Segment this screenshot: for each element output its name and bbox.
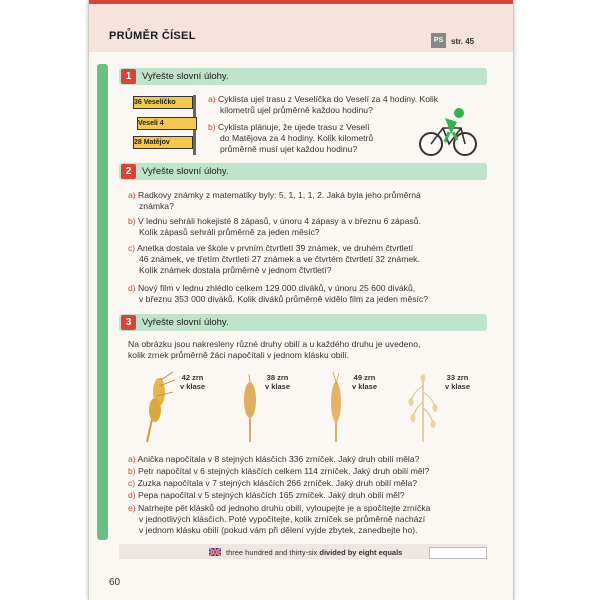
- sign-veselicko: 36 Veselíčko: [133, 96, 193, 109]
- problem-2c-line-2: 46 známek, ve třetím čtvrtletí 27 známek a ve čtvrtém čtvrtletí 32 známek.: [139, 254, 420, 264]
- sign-matejov: 28 Matějov: [133, 136, 193, 149]
- problem-1a-line-2: kilometrů ujel průměrně každou hodinu?: [220, 105, 373, 115]
- problem-2a-line-2: známka?: [139, 201, 174, 211]
- section-3-number: 3: [121, 315, 136, 330]
- grain-1-label: 42 zrn v klase: [180, 373, 206, 391]
- problem-3e-line-3: v jednom klásku obilí (pokud vám při dělení vyjde zbytek, zanedbejte ho).: [139, 525, 418, 535]
- section-3-heading: [119, 314, 487, 331]
- problem-3e-line-2: v jednotlivých klásčích. Poté vypočítejte, kolik zrníček se průměrně nachází: [139, 514, 426, 524]
- section-3-title: Vyřešte slovní úlohy.: [142, 317, 229, 328]
- sign-veseli: Veselí 4: [137, 117, 197, 130]
- uk-flag-icon: [209, 548, 221, 556]
- grain-rye-icon: [321, 372, 351, 444]
- textbook-page: [88, 0, 514, 600]
- section-2-heading: [119, 163, 487, 180]
- problem-3a: a) Anička napočítala v 8 stejných klásčích 336 zrníček. Jaký druh obilí měla?: [128, 454, 420, 464]
- grain-4-label: 33 zrn v klase: [445, 373, 471, 391]
- cyclist-icon: [419, 104, 479, 158]
- problem-2c-line-3: Kolik známek dostala průměrně v jednom čtvrtletí?: [139, 265, 332, 275]
- problem-2b-line-1: b) V lednu sehráli hokejisté 8 zápasů, v únoru 4 zápasy a v březnu 6 zápasů.: [128, 216, 421, 226]
- section-1-number: 1: [121, 69, 136, 84]
- section-3-intro-line-1: Na obrázku jsou nakresleny různé druhy obilí a u každého druhu je uvedeno,: [128, 339, 421, 349]
- grain-wheat-2-icon: [235, 372, 265, 444]
- english-exercise-text: three hundred and thirty-six divided by eight equals: [226, 548, 403, 557]
- problem-2b-line-2: Kolik zápasů sehráli průměrně za jeden měsíc?: [139, 227, 320, 237]
- section-2-number: 2: [121, 164, 136, 179]
- page-title: PRŮMĚR ČÍSEL: [109, 30, 196, 42]
- grain-oat-icon: [403, 372, 443, 444]
- answer-input[interactable]: [429, 547, 487, 559]
- side-green-bar: [97, 64, 108, 540]
- grain-3-label: 49 zrn v klase: [352, 373, 378, 391]
- section-1-title: Vyřešte slovní úlohy.: [142, 71, 229, 82]
- problem-1a-line-1: a) Cyklista ujel trasu z Veselíčka do Veselí za 4 hodiny. Kolik: [208, 94, 439, 104]
- problem-2d-line-1: d) Nový film v lednu zhlédlo celkem 129 000 diváků, v únoru 25 600 diváků,: [128, 283, 416, 293]
- problem-2d-line-2: v březnu 353 000 diváků. Kolik diváků průměrně vidělo film za jeden měsíc?: [139, 294, 428, 304]
- problem-2c-line-1: c) Anetka dostala ve škole v prvním čtvrtletí 39 známek, ve druhém čtvrtletí: [128, 243, 414, 253]
- problem-3b: b) Petr napočítal v 6 stejných klásčích celkem 114 zrníček. Jaký druh obilí měl?: [128, 466, 430, 476]
- problem-3d: d) Pepa napočítal v 5 stejných klásčích 165 zrníček. Jaký druh obilí měl?: [128, 490, 405, 500]
- problem-3c: c) Zuzka napočítala v 7 stejných klásčích 266 zrníček. Jaký druh obilí měla?: [128, 478, 417, 488]
- problem-3e-line-1: e) Natrhejte pět klásků od jednoho druhu obilí, vyloupejte je a spočítejte zrníčka: [128, 503, 431, 513]
- grain-2-label: 38 zrn v klase: [265, 373, 291, 391]
- page-reference: str. 45: [451, 37, 475, 46]
- ps-badge: PS: [431, 33, 446, 48]
- section-1-heading: [119, 68, 487, 85]
- problem-1b-line-2: do Matějova za 4 hodiny. Kolik kilometrů: [220, 133, 374, 143]
- problem-1b-line-1: b) Cyklista plánuje, že ujede trasu z Veselí: [208, 122, 370, 132]
- problem-2a-line-1: a) Radkovy známky z matematiky byly: 5, 1, 1, 1, 2. Jaká byla jeho průměrná: [128, 190, 421, 200]
- problem-1b-line-3: průměrně musí ujet každou hodinu?: [220, 144, 358, 154]
- section-3-intro-line-2: kolik zrnek průměrně žáci napočítali v jednom klásku obilí.: [128, 350, 350, 360]
- grain-wheat-1-icon: [133, 370, 183, 445]
- page-header: [89, 4, 513, 52]
- page-number: 60: [109, 577, 121, 588]
- section-2-title: Vyřešte slovní úlohy.: [142, 166, 229, 177]
